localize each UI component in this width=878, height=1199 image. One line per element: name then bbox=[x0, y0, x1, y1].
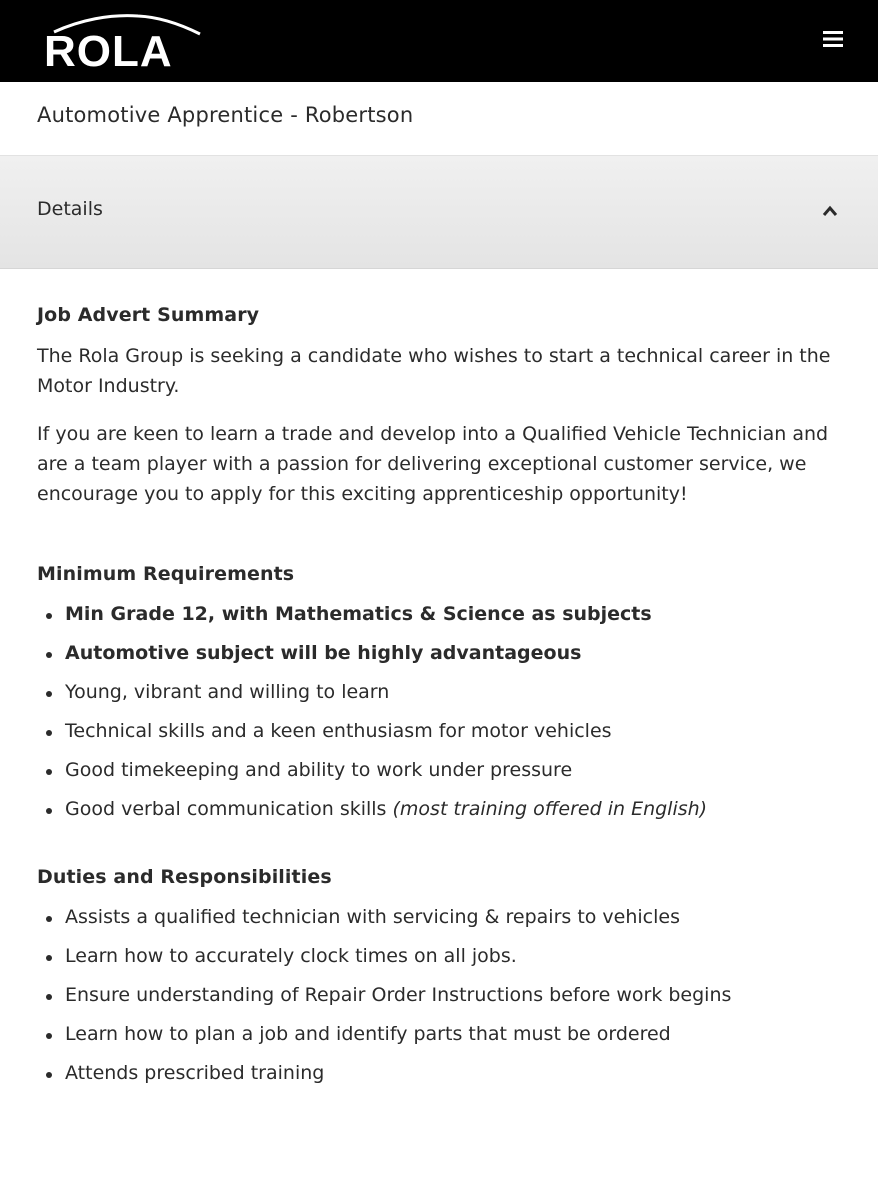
rola-logo[interactable] bbox=[40, 8, 224, 72]
list-item: Ensure understanding of Repair Order Instructions before work begins bbox=[37, 983, 843, 1022]
summary-paragraph-2: If you are keen to learn a trade and develop into a Qualified Vehicle Technician and are a team player with a passion for delivering exceptional customer service, we encourage you to apply for this exciting apprenticeship opportunity! bbox=[37, 423, 829, 505]
accordion-label: Details bbox=[37, 198, 103, 220]
logo-text: ROLA bbox=[44, 27, 173, 72]
page-title: Automotive Apprentice - Robertson bbox=[37, 103, 414, 127]
hamburger-menu-icon bbox=[823, 30, 843, 48]
list-item: Technical skills and a keen enthusiasm for motor vehicles bbox=[37, 719, 843, 758]
hamburger-menu-button[interactable] bbox=[820, 26, 846, 52]
summary-paragraph-1: The Rola Group is seeking a candidate who wishes to start a technical career in the Motor Industry. bbox=[37, 345, 831, 397]
chevron-up-icon bbox=[822, 204, 838, 218]
list-item-text: Good verbal communication skills bbox=[65, 798, 387, 820]
list-item: Attends prescribed training bbox=[37, 1061, 843, 1100]
requirements-heading: Minimum Requirements bbox=[37, 563, 295, 585]
duties-heading: Duties and Responsibilities bbox=[37, 866, 332, 888]
top-navigation-bar bbox=[0, 0, 878, 82]
list-item: Assists a qualified technician with servicing & repairs to vehicles bbox=[37, 905, 843, 944]
title-bar bbox=[0, 82, 878, 155]
requirements-list bbox=[37, 602, 843, 836]
list-item bbox=[37, 797, 843, 836]
list-item: Young, vibrant and willing to learn bbox=[37, 680, 843, 719]
list-item-note: (most training offered in English) bbox=[392, 798, 708, 820]
list-item: Learn how to plan a job and identify parts that must be ordered bbox=[37, 1022, 843, 1061]
list-item: Learn how to accurately clock times on all jobs. bbox=[37, 944, 843, 983]
job-details-content bbox=[37, 270, 843, 1100]
details-accordion-header[interactable] bbox=[0, 155, 878, 269]
list-item: Automotive subject will be highly advantageous bbox=[37, 641, 843, 680]
summary-heading: Job Advert Summary bbox=[37, 304, 260, 326]
list-item: Good timekeeping and ability to work under pressure bbox=[37, 758, 843, 797]
list-item: Min Grade 12, with Mathematics & Science as subjects bbox=[37, 602, 843, 641]
duties-list bbox=[37, 905, 843, 1100]
